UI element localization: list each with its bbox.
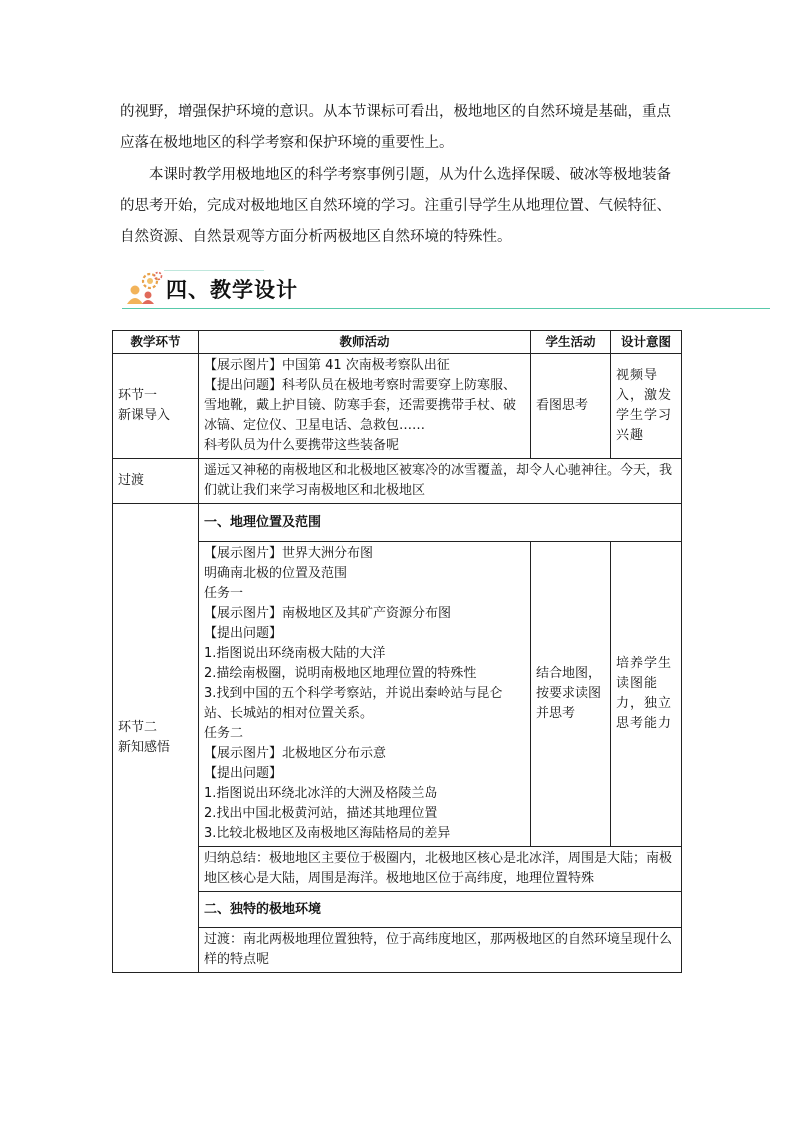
teacher-line: 【展示图片】北极地区分布示意 (204, 746, 387, 761)
stage-label: 环节一 (118, 388, 158, 403)
teacher-line: 3.比较北极地区及南极地区海陆格局的差异 (204, 826, 451, 841)
teacher-line: 【展示图片】南极地区及其矿产资源分布图 (204, 606, 452, 621)
teacher-line: 任务一 (204, 586, 244, 601)
table-row (113, 542, 682, 847)
teacher-line: 2.找出中国北极黄河站，描述其地理位置 (204, 806, 438, 821)
teacher-line: 明确南北极的位置及范围 (204, 566, 348, 581)
header-student: 学生活动 (531, 331, 611, 354)
header-bottom-rule (122, 308, 770, 309)
teacher-line: 1.指图说出环绕南极大陆的大洋 (204, 646, 386, 661)
intro-paragraph-2: 本课时教学用极地地区的科学考察事例引题，从为什么选择保暖、破冰等极地装备的思考开始，完成对极地地区自然环境的学习。注重引导学生从地理位置、气候特征、自然资源、自然景观等方面分析两极地区自然环境的特殊性。 (120, 167, 671, 245)
table-header-row (113, 331, 682, 354)
teacher-line: 【展示图片】世界大洲分布图 (204, 546, 374, 561)
table-row (113, 847, 682, 892)
table-row (113, 892, 682, 928)
header-top-rule (164, 270, 264, 271)
summary-cell: 归纳总结：极地地区主要位于极圈内，北极地区核心是北冰洋，周围是大陆；南极地区核心是大陆，周围是海洋。极地地区位于高纬度，地理位置特殊 (199, 847, 682, 892)
subsection-heading: 一、地理位置及范围 (199, 504, 682, 542)
teacher-line: 【提出问题】 (204, 766, 283, 781)
student-activity-cell: 结合地图，按要求读图并思考 (531, 542, 611, 847)
teacher-line: 2.描绘南极圈，说明南极地区地理位置的特殊性 (204, 666, 477, 681)
teacher-line: 科考队员为什么要携带这些装备呢 (204, 438, 400, 453)
table-row (113, 354, 682, 459)
subsection-heading: 二、独特的极地环境 (199, 892, 682, 928)
header-intent: 设计意图 (611, 331, 682, 354)
teacher-activity-cell (199, 354, 531, 459)
teacher-line: 【提出问题】科考队员在极地考察时需要穿上防寒服、雪地靴，戴上护目镜、防寒手套，还需要携带手杖、破冰镐、定位仪、卫星电话、急救包…… (204, 378, 517, 433)
stage-cell (113, 504, 199, 973)
stage-label: 环节二 (118, 720, 158, 735)
table-row (113, 504, 682, 542)
student-activity-cell: 看图思考 (531, 354, 611, 459)
header-teacher: 教师活动 (199, 331, 531, 354)
transition-cell: 遥远又神秘的南极地区和北极地区被寒冷的冰雪覆盖，却令人心驰神往。今天，我们就让我们来学习南极地区和北极地区 (199, 459, 682, 504)
lesson-plan-table (112, 330, 682, 973)
design-intent-cell: 培养学生读图能力，独立思考能力 (611, 542, 682, 847)
teacher-activity-cell (199, 542, 531, 847)
section-header (122, 268, 770, 310)
stage-label: 新课导入 (118, 408, 171, 423)
teacher-line: 【提出问题】 (204, 626, 283, 641)
stage-cell (113, 354, 199, 459)
intro-paragraph-1: 的视野，增强保护环境的意识。从本节课标可看出，极地地区的自然环境是基础，重点应落在极地地区的科学考察和保护环境的重要性上。 (120, 104, 671, 151)
table-row (113, 928, 682, 973)
stage-label: 新知感悟 (118, 740, 171, 755)
teacher-gear-icon (124, 270, 164, 306)
teacher-line: 1.指图说出环绕北冰洋的大洲及格陵兰岛 (204, 786, 438, 801)
table-row (113, 459, 682, 504)
teacher-line: 【展示图片】中国第 41 次南极考察队出征 (204, 358, 450, 373)
section-title: 四、教学设计 (166, 278, 298, 302)
teacher-line: 3.找到中国的五个科学考察站，并说出秦岭站与昆仑站、长城站的相对位置关系。 (204, 686, 503, 721)
design-intent-cell: 视频导入，激发学生学习兴趣 (611, 354, 682, 459)
header-stage: 教学环节 (113, 331, 199, 354)
transition-cell: 过渡：南北两极地理位置独特，位于高纬度地区，那两极地区的自然环境呈现什么样的特点呢 (199, 928, 682, 973)
stage-cell: 过渡 (113, 459, 199, 504)
teacher-line: 任务二 (204, 726, 244, 741)
